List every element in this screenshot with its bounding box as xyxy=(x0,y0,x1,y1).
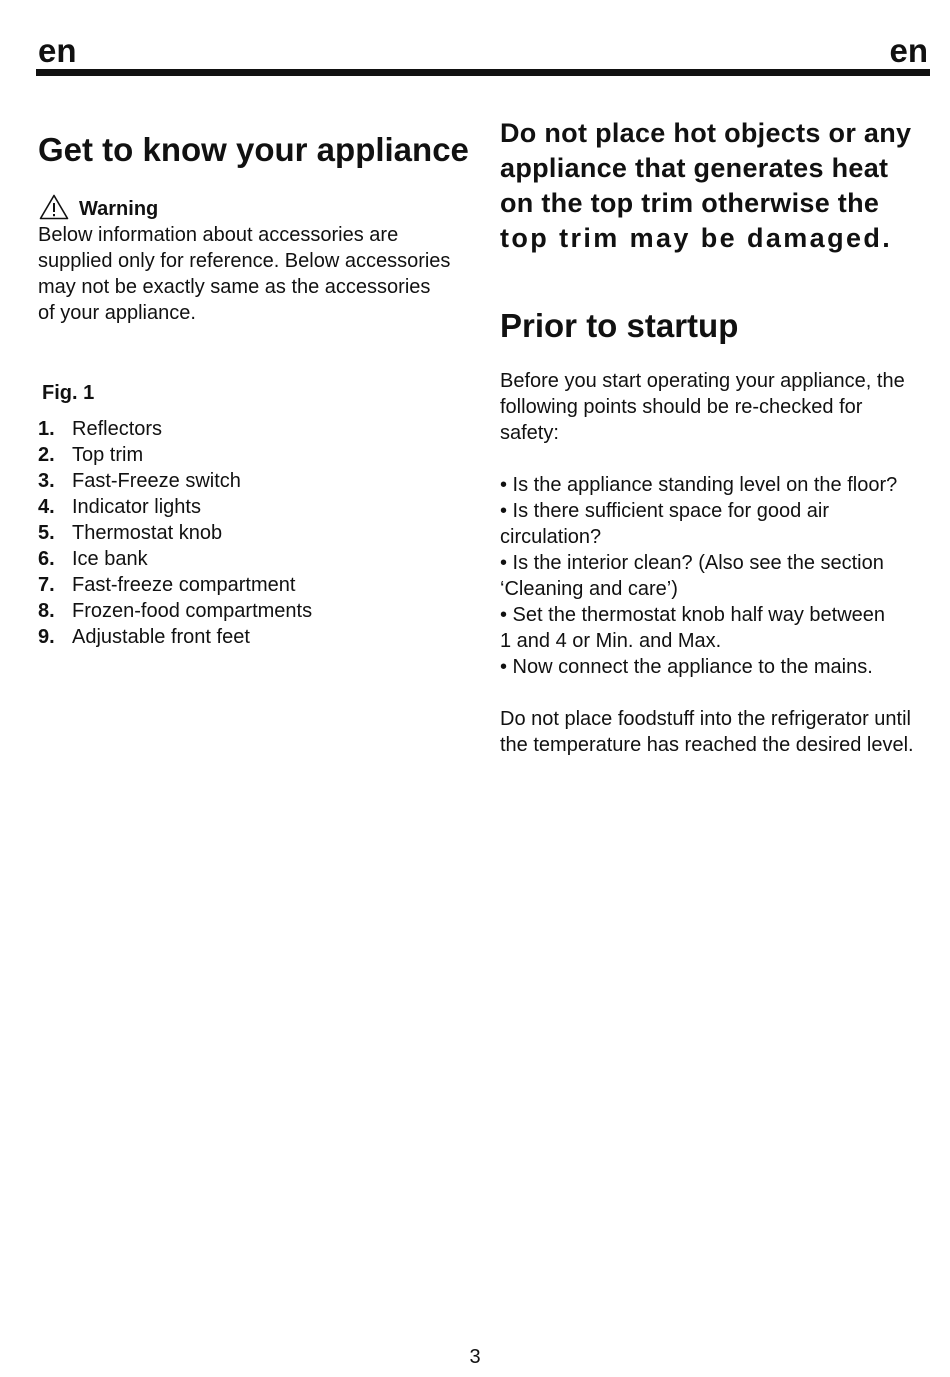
list-item-number: 2. xyxy=(38,444,55,466)
checklist-line: ‘Cleaning and care’) xyxy=(500,578,678,600)
list-item xyxy=(38,494,478,520)
list-item xyxy=(38,624,478,650)
warning-line: may not be exactly same as the accessories xyxy=(38,276,431,298)
note-line: Do not place foodstuff into the refrigerator until xyxy=(500,708,911,730)
warning-heading xyxy=(38,190,478,220)
list-item-label: Indicator lights xyxy=(72,496,201,518)
list-item-number: 8. xyxy=(38,600,55,622)
section-title-prior-to-startup: Prior to startup xyxy=(500,307,739,344)
header-language-left: en xyxy=(38,32,77,69)
intro-line: following points should be re-checked for xyxy=(500,396,863,418)
header-language-right: en xyxy=(889,32,928,69)
list-item-number: 7. xyxy=(38,574,55,596)
list-item-label: Reflectors xyxy=(72,418,163,440)
caution-notice xyxy=(500,116,930,256)
warning-line: of your appliance. xyxy=(38,302,196,324)
list-item-label: Adjustable front feet xyxy=(72,626,250,648)
list-item-label: Top trim xyxy=(72,444,144,466)
list-item-number: 5. xyxy=(38,522,55,544)
list-item-label: Frozen-food compartments xyxy=(72,600,313,622)
checklist-line: • Is there sufficient space for good air xyxy=(500,500,830,522)
checklist-line: • Is the appliance standing level on the floor? xyxy=(500,474,898,496)
caution-line: top trim may be damaged. xyxy=(500,223,893,253)
list-item-number: 6. xyxy=(38,548,55,570)
list-item xyxy=(38,598,478,624)
list-item-number: 4. xyxy=(38,496,55,518)
list-item-label: Fast-freeze compartment xyxy=(72,574,296,596)
caution-line: appliance that generates heat xyxy=(500,153,889,183)
warning-triangle-icon xyxy=(39,194,69,220)
section-title-get-to-know: Get to know your appliance xyxy=(38,131,469,168)
checklist-line: • Is the interior clean? (Also see the section xyxy=(500,552,884,574)
list-item-label: Ice bank xyxy=(72,548,148,570)
caution-line: on the top trim otherwise the xyxy=(500,188,880,218)
list-item xyxy=(38,520,478,546)
list-item-number: 3. xyxy=(38,470,55,492)
list-item-number: 1. xyxy=(38,418,55,440)
startup-note xyxy=(500,706,930,758)
page-number: 3 xyxy=(469,1346,481,1368)
warning-line: supplied only for reference. Below accessories xyxy=(38,250,451,272)
list-item xyxy=(38,468,478,494)
list-item xyxy=(38,572,478,598)
list-item-number: 9. xyxy=(38,626,55,648)
checklist-line: 1 and 4 or Min. and Max. xyxy=(500,630,722,652)
startup-intro xyxy=(500,368,930,446)
list-item-label: Fast-Freeze switch xyxy=(72,470,241,492)
right-column xyxy=(500,116,930,758)
list-item-label: Thermostat knob xyxy=(72,522,223,544)
intro-line: Before you start operating your appliance, the xyxy=(500,370,905,392)
warning-line: Below information about accessories are xyxy=(38,224,399,246)
figure-label: Fig. 1 xyxy=(42,382,95,404)
checklist-line: • Now connect the appliance to the mains. xyxy=(500,656,873,678)
caution-line: Do not place hot objects or any xyxy=(500,118,912,148)
list-item xyxy=(38,546,478,572)
intro-line: safety: xyxy=(500,422,559,444)
startup-checklist xyxy=(500,472,930,680)
checklist-line: • Set the thermostat knob half way between xyxy=(500,604,885,626)
checklist-line: circulation? xyxy=(500,526,602,548)
left-column xyxy=(38,130,478,650)
list-item xyxy=(38,442,478,468)
note-line: the temperature has reached the desired level. xyxy=(500,734,914,756)
component-list xyxy=(38,416,478,650)
header-rule xyxy=(36,69,930,76)
warning-text xyxy=(38,222,478,326)
warning-title: Warning xyxy=(79,198,159,220)
list-item xyxy=(38,416,478,442)
